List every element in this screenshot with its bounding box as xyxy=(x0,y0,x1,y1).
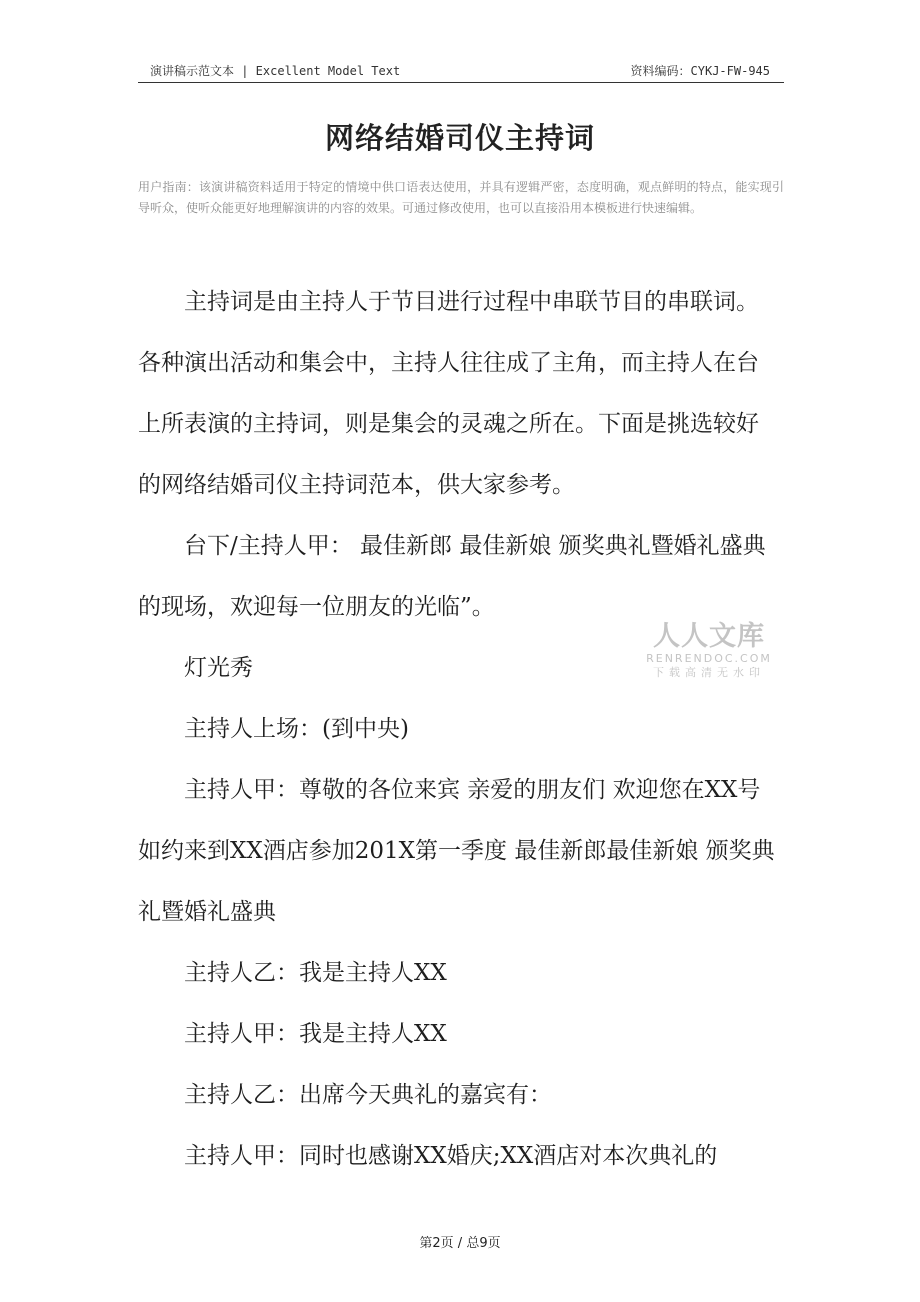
body-paragraph: 灯光秀 xyxy=(184,655,253,681)
document-title: 网络结婚司仪主持词 xyxy=(324,121,595,155)
watermark-tagline: 下载高清无水印 xyxy=(653,666,765,679)
user-guide-note: 用户指南：该演讲稿资料适用于特定的情境中供口语表达使用，并具有逻辑严密，态度明确，观点鲜明的特点，能实现引导听众，使听众能更好地理解演讲的内容的效果。可通过修改使用，也可以直接沿用本模板进行快速编辑。 xyxy=(138,180,784,215)
header-doc-type: 演讲稿示范文本 | Excellent Model Text xyxy=(150,64,401,78)
body-paragraph: 主持人乙：我是主持人XX xyxy=(184,960,447,986)
page-header xyxy=(138,58,784,83)
body-paragraph: 主持词是由主持人于节目进行过程中串联节目的串联词。各种演出活动和集会中，主持人往往成了主角，而主持人在台上所表演的主持词，则是集会的灵魂之所在。下面是挑选较好的网络结婚司仪主持词范本，供大家参考。 xyxy=(138,289,759,498)
body-paragraph: 主持人甲：同时也感谢XX婚庆;XX酒店对本次典礼的 xyxy=(184,1143,718,1169)
body-paragraph: 主持人甲：尊敬的各位来宾 亲爱的朋友们 欢迎您在XX号如约来到XX酒店参加201X第一季度 最佳新郎最佳新娘 颁奖典礼暨婚礼盛典 xyxy=(138,777,775,925)
watermark-brand: 人人文库 xyxy=(653,621,765,652)
watermark-logo xyxy=(644,622,774,680)
page-number: 第2页 / 总9页 xyxy=(419,1236,501,1251)
body-paragraph: 主持人甲：我是主持人XX xyxy=(184,1021,447,1047)
body-paragraph: 主持人上场：(到中央) xyxy=(184,716,409,742)
watermark-domain: RENRENDOC.COM xyxy=(646,652,772,665)
body-paragraph: 主持人乙：出席今天典礼的嘉宾有： xyxy=(184,1082,552,1108)
body-paragraph: 台下/主持人甲： 最佳新郎 最佳新娘 颁奖典礼暨婚礼盛典的现场，欢迎每一位朋友的光临”。 xyxy=(138,533,766,620)
header-doc-code: 资料编码：CYKJ-FW-945 xyxy=(630,64,770,78)
document-body xyxy=(138,272,778,1187)
